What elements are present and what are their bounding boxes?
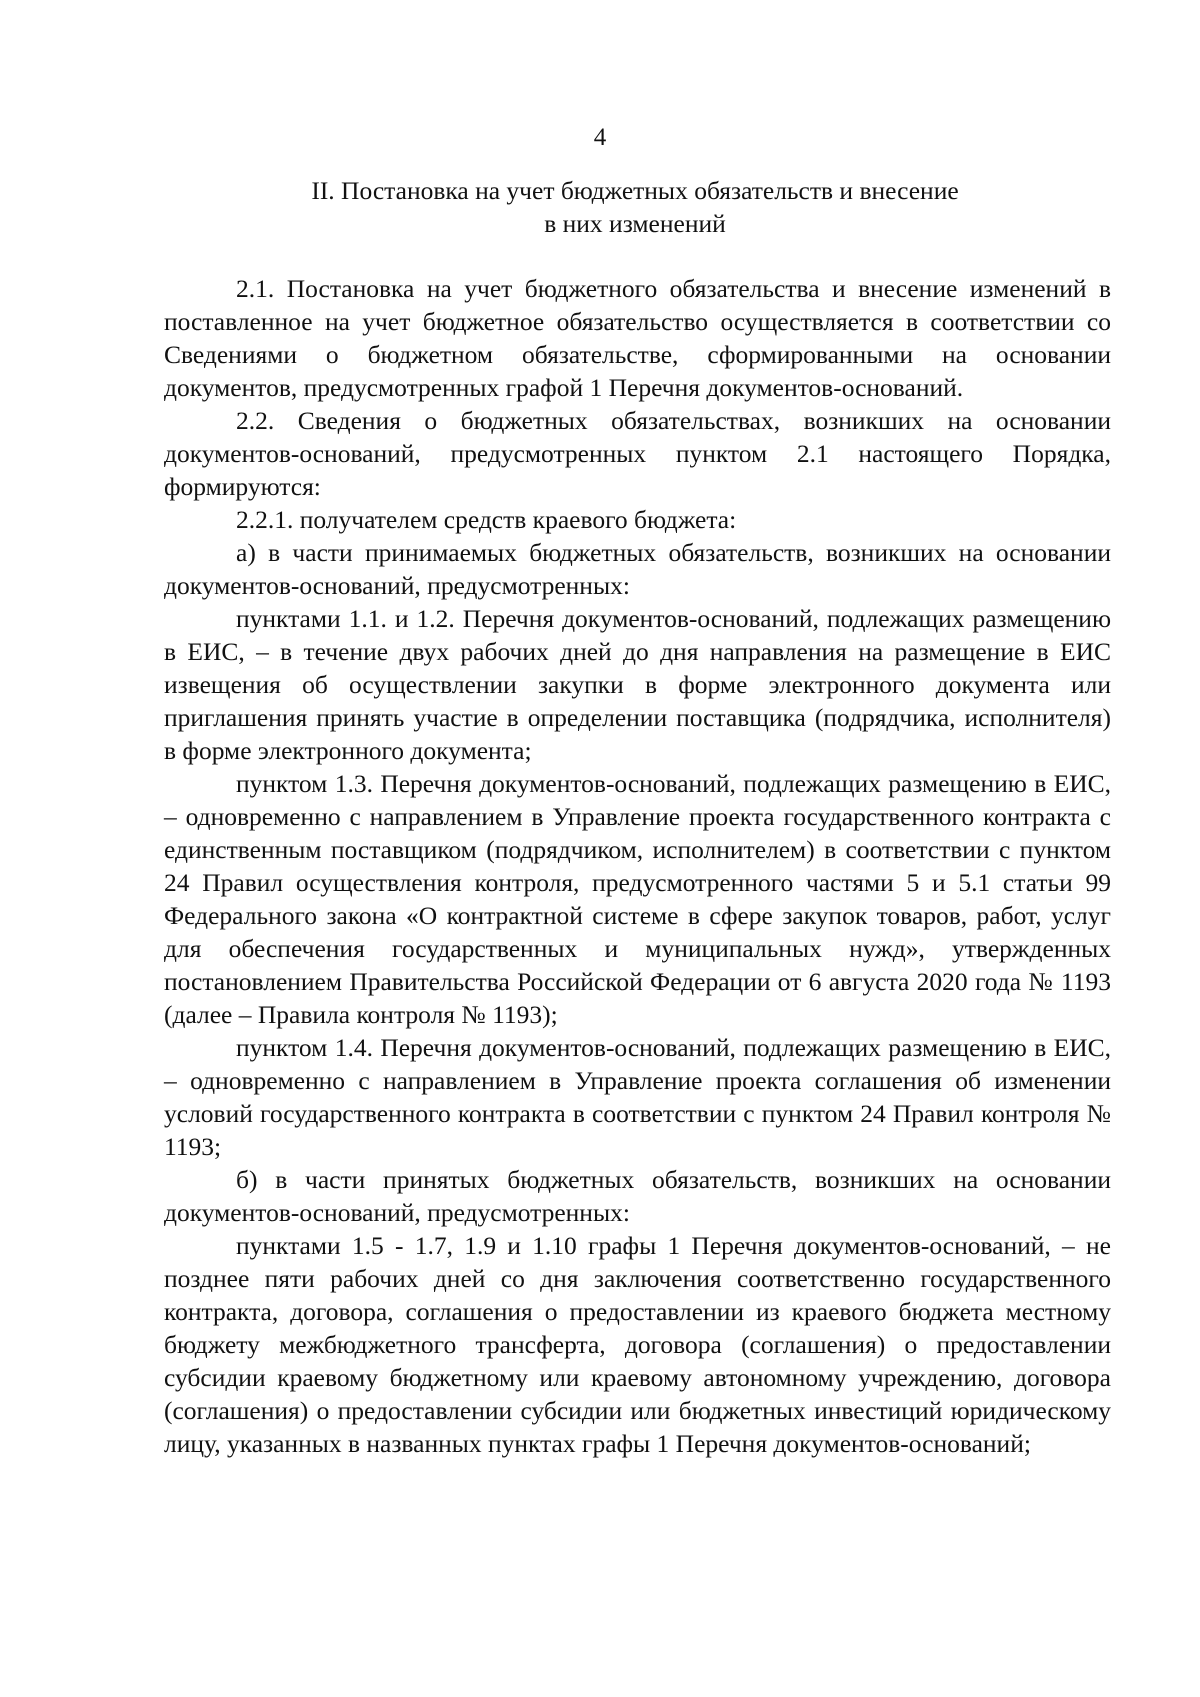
paragraph-b: б) в части принятых бюджетных обязательств, возникших на основании документов-оснований, предусмотренных: (164, 1165, 1111, 1227)
page-number: 4 (593, 124, 607, 151)
paragraph-a: а) в части принимаемых бюджетных обязательств, возникших на основании документов-оснований, предусмотренных: (164, 538, 1111, 600)
paragraph-2-2-1: 2.2.1. получателем средств краевого бюджета: (236, 505, 737, 534)
paragraph-item-1-4: пунктом 1.4. Перечня документов-оснований, подлежащих размещению в ЕИС, – одновременно с направлением в Управление проекта соглашения об изменении условий государственного контракта в соответствии с пунктом 24 Правил контроля № 1193; (164, 1033, 1111, 1161)
paragraph-items-1-1-1-2: пунктами 1.1. и 1.2. Перечня документов-оснований, подлежащих размещению в ЕИС, – в течение двух рабочих дней до дня направления на размещение в ЕИС извещения об осуществлении закупки в форме электронного документа или приглашения принять участие в определении поставщика (подрядчика, исполнителя) в форме электронного документа; (164, 604, 1111, 765)
document-body (164, 272, 1111, 1460)
paragraph-item-1-3: пунктом 1.3. Перечня документов-оснований, подлежащих размещению в ЕИС, – одновременно с направлением в Управление проекта государственного контракта с единственным поставщиком (подрядчиком, исполнителем) в соответствии с пунктом 24 Правил осуществления контроля, предусмотренного частями 5 и 5.1 статьи 99 Федерального закона «О контрактной системе в сфере закупок товаров, работ, услуг для обеспечения государственных и муниципальных нужд», утвержденных постановлением Правительства Российской Федерации от 6 августа 2020 года № 1193 (далее – Правила контроля № 1193); (164, 769, 1111, 1029)
paragraph-2-1: 2.1. Постановка на учет бюджетного обязательства и внесение изменений в поставленное на учет бюджетное обязательство осуществляется в соответствии со Сведениями о бюджетном обязательстве, сформированными на основании документов, предусмотренных графой 1 Перечня документов-оснований. (164, 274, 1111, 402)
section-title-line-1: II. Постановка на учет бюджетных обязательств и внесение (311, 176, 959, 205)
paragraph-items-1-5-1-10: пунктами 1.5 - 1.7, 1.9 и 1.10 графы 1 Перечня документов-оснований, – не позднее пяти рабочих дней со дня заключения соответственно государственного контракта, договора, соглашения о предоставлении из краевого бюджета местному бюджету межбюджетного трансферта, договора (соглашения) о предоставлении субсидии краевому бюджетному или краевому автономному учреждению, договора (соглашения) о предоставлении субсидии или бюджетных инвестиций юридическому лицу, указанных в названных пунктах графы 1 Перечня документов-оснований; (164, 1231, 1111, 1458)
paragraph-2-2: 2.2. Сведения о бюджетных обязательствах, возникших на основании документов-оснований, предусмотренных пунктом 2.1 настоящего Порядка, формируются: (164, 406, 1111, 501)
section-title (160, 174, 1110, 240)
section-title-line-2: в них изменений (544, 209, 726, 238)
